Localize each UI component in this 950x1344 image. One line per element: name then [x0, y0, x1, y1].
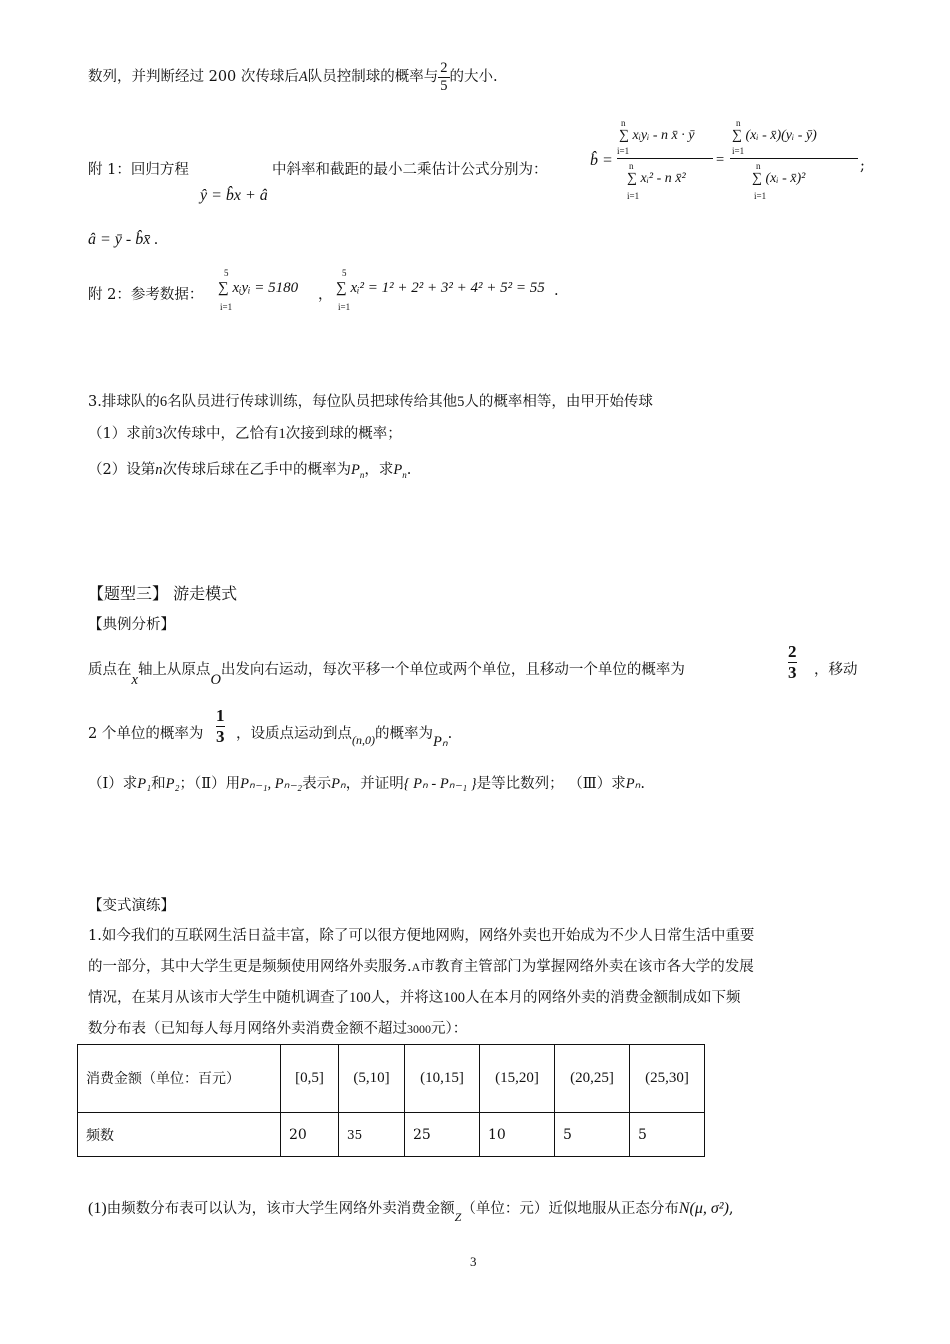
example-line-2-cont: ，设质点运动到点$_{(n,0)}$的概率为Pₙ.: [236, 726, 453, 750]
table-row-label: 频数: [78, 1113, 281, 1157]
fraction-denominator: n ∑ xᵢ² - n x̄² i=1: [627, 161, 686, 201]
variant-line-4: 数分布表（已知每人每月网络外卖消费金额不超过3000元）：: [88, 1021, 468, 1037]
question-3-intro: 3.排球队的6名队员进行传球训练，每位队员把球传给其他5人的概率相等，由甲开始传球: [88, 394, 653, 410]
variant-title: 【变式演练】: [88, 898, 175, 914]
table-cell: (20,25]: [555, 1045, 630, 1113]
table-cell: [0,5]: [281, 1045, 339, 1113]
b-hat-fraction-1: [617, 118, 713, 205]
example-line-2: 2 个单位的概率为: [88, 726, 204, 742]
page-number: 3: [470, 1254, 477, 1269]
paragraph-line: 数列，并判断经过 200 次传球后A队员控制球的概率与 $\frac{2}{5}$ 的大小.: [88, 60, 498, 94]
fraction: $\frac{2}{5}$: [440, 60, 448, 94]
table-row: [78, 1045, 705, 1113]
table-cell: (15,20]: [480, 1045, 555, 1113]
semicolon: ;: [860, 158, 865, 174]
period: .: [554, 283, 559, 299]
table-cell: 35: [339, 1113, 405, 1157]
table-cell: (25,30]: [630, 1045, 705, 1113]
table-cell: 25: [405, 1113, 480, 1157]
separator: ，: [318, 287, 333, 303]
fraction-numerator: n ∑ xᵢyᵢ - n x̄ · ȳ i=1: [617, 118, 713, 159]
table-header-label: 消费金额（单位：百元）: [78, 1045, 281, 1113]
b-hat-fraction-2: [730, 118, 858, 205]
example-questions: （Ⅰ）求P₁和P₂；（Ⅱ）用Pₙ₋₁, Pₙ₋₂表示Pₙ，并证明{ Pₙ - Pₙ₋₁ }是等比数列； （Ⅲ）求Pₙ.: [88, 776, 645, 792]
equals-sign: =: [716, 152, 725, 168]
variant-line-2: 的一部分，其中大学生更是频频使用网络外卖服务.A市教育主管部门为掌握网络外卖在该市各大学的发展: [88, 959, 754, 975]
table-cell: 5: [630, 1113, 705, 1157]
appendix-1-label: 附 1：回归方程: [88, 162, 189, 178]
a-hat-formula: â = ȳ - b̂x̄ .: [88, 231, 159, 248]
question-3-part-2: （2）设第n次传球后球在乙手中的概率为$P_n$，求$P_n$.: [88, 462, 412, 480]
table-cell: 20: [281, 1113, 339, 1157]
example-line-1-end: ，移动: [814, 662, 858, 678]
fraction-two-thirds: 2 3: [788, 642, 797, 682]
question-part-1: (1)由频数分布表可以认为，该市大学生网络外卖消费金额$_Z$（单位：元）近似地服从正态分布N(μ, σ²),: [88, 1200, 734, 1224]
table-cell: (5,10]: [339, 1045, 405, 1113]
appendix-2-label: 附 2：参考数据：: [88, 287, 204, 303]
table-row: [78, 1113, 705, 1157]
section-subtitle: 【典例分析】: [88, 617, 175, 633]
fraction-one-third: 1 3: [216, 706, 225, 746]
example-line-1: 质点在x轴上从原点O出发向右运动，每次平移一个单位或两个单位，且移动一个单位的概率为: [88, 662, 685, 688]
variant-line-1: 1.如今我们的互联网生活日益丰富，除了可以很方便地网购，网络外卖也开始成为不少人日常生活中重要: [88, 928, 755, 944]
fraction-denominator: n ∑ (xᵢ - x̄)² i=1: [752, 161, 806, 201]
variant-line-3: 情况，在某月从该市大学生中随机调查了100人，并将这100人在本月的网络外卖的消费金额制成如下频: [88, 990, 741, 1006]
question-3-part-1: （1）求前3次传球中，乙恰有1次接到球的概率；: [88, 426, 402, 442]
regression-equation: ŷ = b̂x + â: [200, 187, 268, 204]
section-title: 【题型三】 游走模式: [88, 584, 238, 603]
fraction-numerator: n ∑ (xᵢ - x̄)(yᵢ - ȳ) i=1: [730, 118, 858, 159]
b-hat-label: b̂ =: [590, 152, 613, 169]
table-cell: 10: [480, 1113, 555, 1157]
table-cell: (10,15]: [405, 1045, 480, 1113]
frequency-table: [77, 1044, 705, 1157]
table-cell: 5: [555, 1113, 630, 1157]
appendix-1-text: 中斜率和截距的最小二乘估计公式分别为：: [272, 162, 548, 178]
